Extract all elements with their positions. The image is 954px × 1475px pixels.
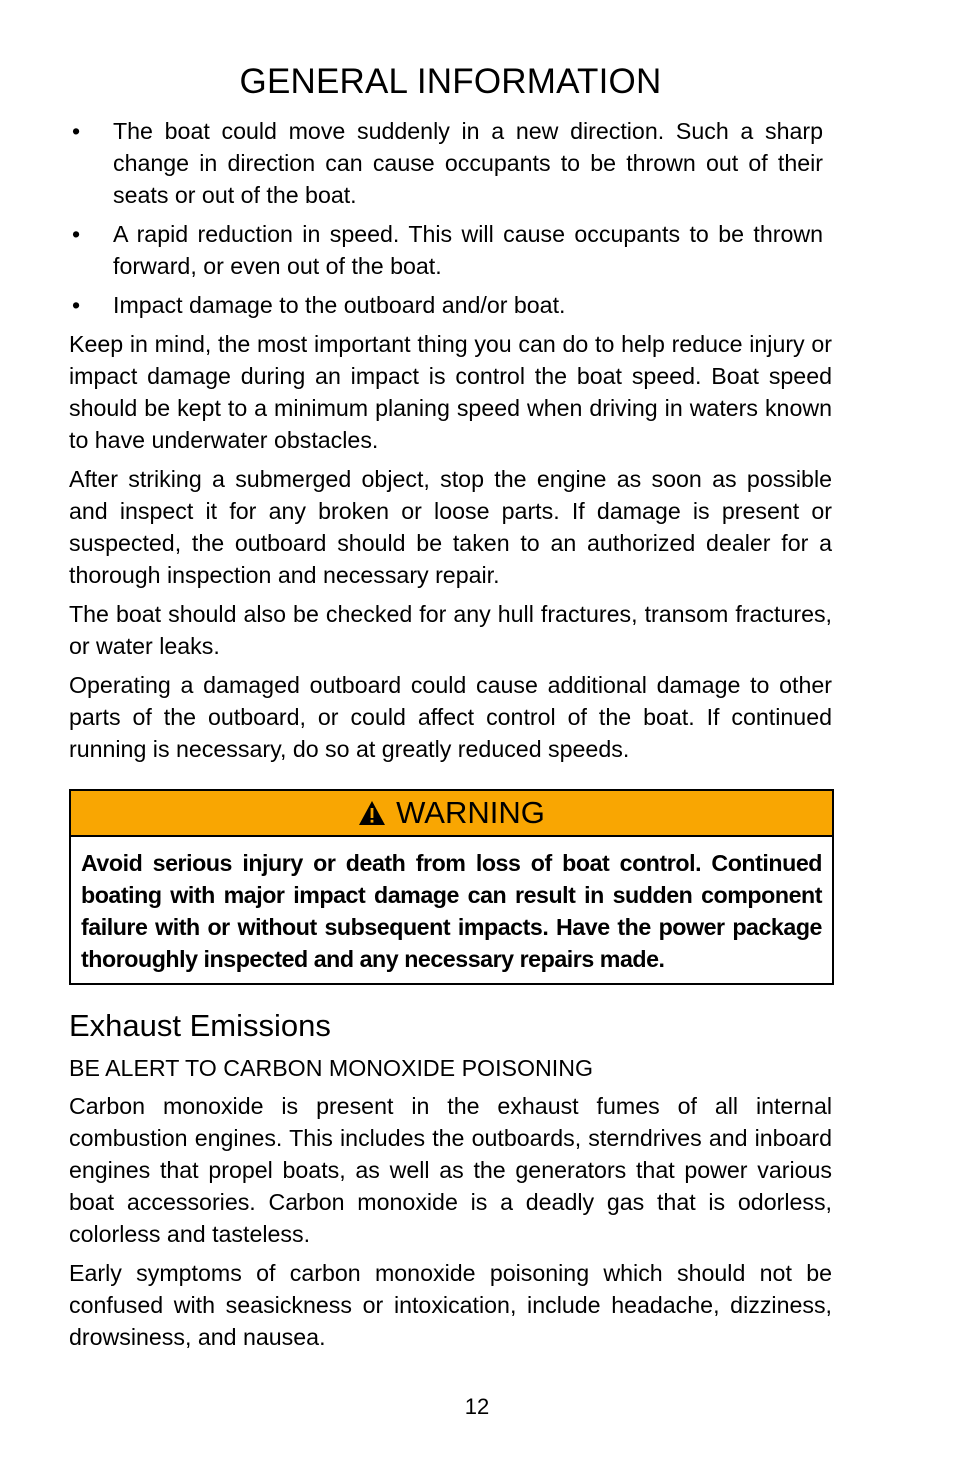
warning-header bbox=[71, 791, 832, 837]
list-item-text: Impact damage to the outboard and/or boat. bbox=[113, 292, 566, 318]
list-item-text: The boat could move suddenly in a new direction. Such a sharp change in direction can cause occupants to be thrown out of their seats or out of the boat. bbox=[113, 118, 823, 208]
body-paragraph: After striking a submerged object, stop the engine as soon as possible and inspect it for any broken or loose parts. If damage is present or suspected, the outboard should be taken to an authorized dealer for a thorough inspection and necessary repair. bbox=[69, 466, 832, 588]
section-title: GENERAL INFORMATION bbox=[239, 62, 662, 101]
body-paragraph: The boat should also be checked for any hull fractures, transom fractures, or water leaks. bbox=[69, 601, 832, 659]
body-paragraph: Operating a damaged outboard could cause additional damage to other parts of the outboard, or could affect control of the boat. If continued running is necessary, do so at greatly reduced speeds. bbox=[69, 672, 832, 762]
list-item bbox=[69, 218, 823, 282]
bullet-list bbox=[69, 115, 832, 321]
warning-text: Avoid serious injury or death from loss of boat control. Continued boating with major impact damage can result in sudden component failure with or without subsequent impacts. Have the power package thoroughly inspected and any necessary repairs made. bbox=[81, 850, 822, 972]
list-item-text: A rapid reduction in speed. This will cause occupants to be thrown forward, or even out of the boat. bbox=[113, 221, 823, 279]
page-number: 12 bbox=[464, 1394, 490, 1419]
bullet-marker: • bbox=[71, 292, 81, 318]
page-content bbox=[69, 58, 832, 1360]
subsection-heading: BE ALERT TO CARBON MONOXIDE POISONING bbox=[69, 1055, 593, 1081]
bullet-marker: • bbox=[71, 221, 81, 247]
warning-triangle-icon bbox=[358, 800, 386, 826]
body-paragraph: Keep in mind, the most important thing you can do to help reduce injury or impact damage during an impact is control the boat speed. Boat speed should be kept to a minimum planing speed when driving in waters known to have underwater obstacles. bbox=[69, 331, 832, 453]
warning-box bbox=[69, 789, 834, 985]
list-item bbox=[69, 115, 823, 211]
bullet-marker: • bbox=[71, 118, 81, 144]
warning-label: WARNING bbox=[396, 795, 545, 830]
list-item bbox=[69, 289, 823, 321]
section-heading: Exhaust Emissions bbox=[69, 1008, 331, 1043]
body-paragraph: Early symptoms of carbon monoxide poisoning which should not be confused with seasickness or intoxication, include headache, dizziness, drowsiness, and nausea. bbox=[69, 1260, 832, 1350]
body-paragraph: Carbon monoxide is present in the exhaust fumes of all internal combustion engines. This includes the outboards, sterndrives and inboard engines that propel boats, as well as the generators that power various boat accessories. Carbon monoxide is a deadly gas that is odorless, colorless and tasteless. bbox=[69, 1093, 832, 1247]
